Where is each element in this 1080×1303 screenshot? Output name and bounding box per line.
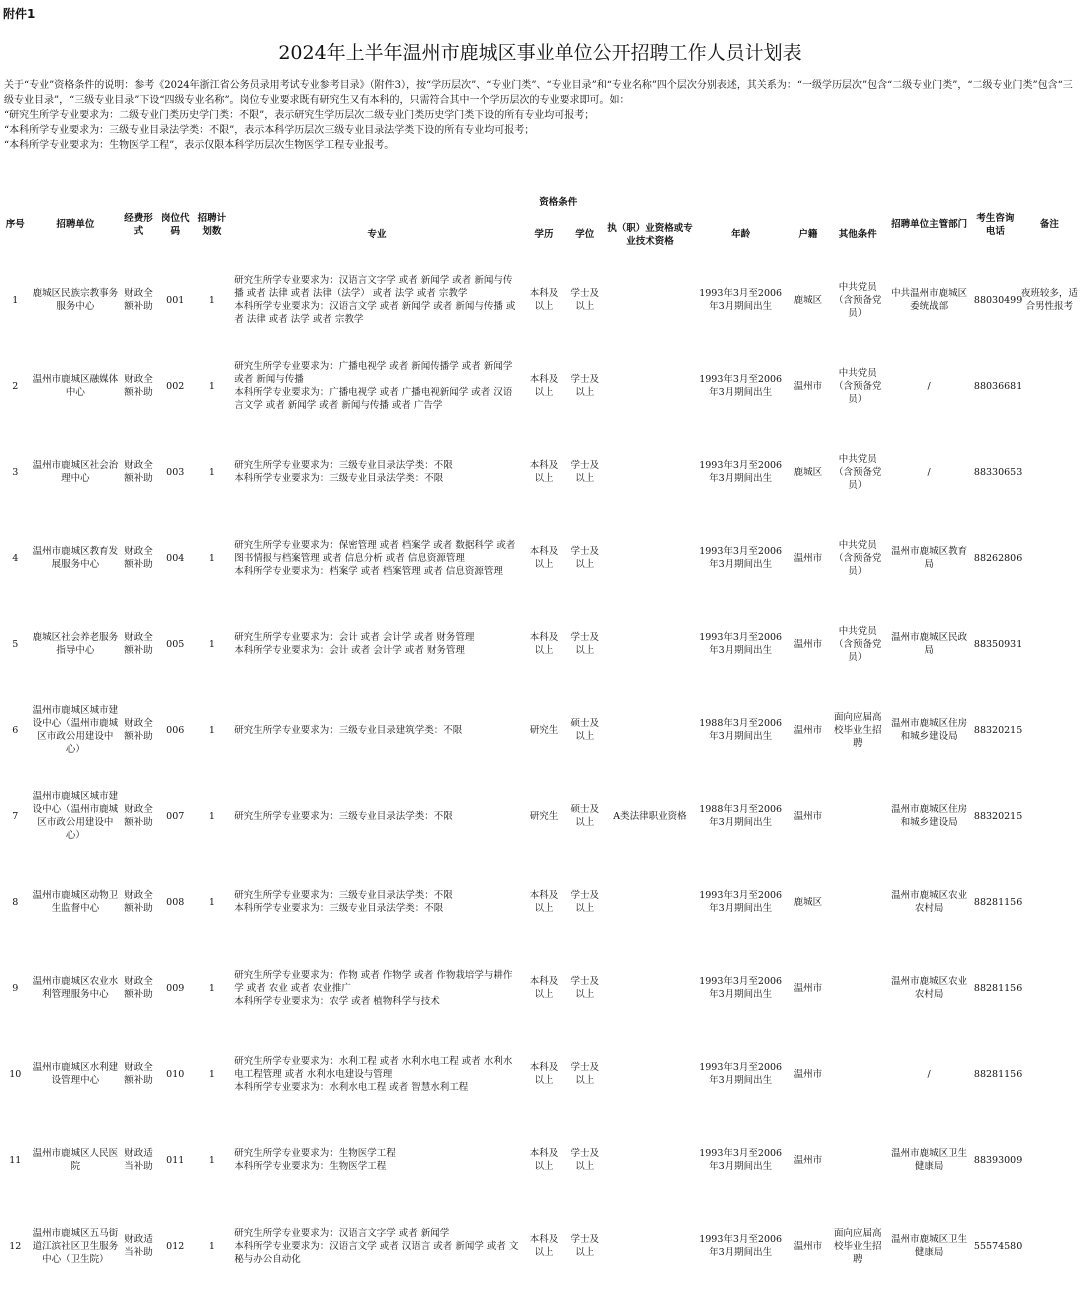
cell-qualification [605, 257, 695, 343]
cell-major: 研究生所学专业要求为：作物 或者 作物学 或者 作物栽培学与耕作学 或者 农业 或者 农业推广 本科所学专业要求为：农学 或者 植物科学与技术 [234, 969, 513, 1007]
table-row [0, 687, 1080, 773]
cell-education: 本科及以上 [529, 976, 559, 1000]
cell-unit: 温州市鹿城区社会治理中心 [32, 460, 119, 484]
table-row [0, 859, 1080, 945]
table-row [0, 1117, 1080, 1203]
cell-count: 1 [208, 724, 215, 736]
table-row [0, 343, 1080, 429]
cell-code: 003 [166, 466, 185, 478]
cell-qualification [605, 515, 695, 601]
cell-seq: 10 [9, 1068, 22, 1080]
cell-major: 研究生所学专业要求为：三级专业目录法学类：不限 本科所学专业要求为：三级专业目录法学类：不限 [234, 460, 453, 484]
header-funding: 经费形式 [124, 212, 153, 237]
cell-seq: 8 [12, 896, 19, 908]
cell-unit: 温州市鹿城区人民医院 [32, 1148, 119, 1172]
cell-other: 中共党员（含预备党员） [834, 367, 882, 405]
note-example: “本科所学专业要求为：生物医学工程”，表示仅限本科学历层次生物医学工程专业报考。 [4, 140, 395, 151]
cell-phone: 88036681 [973, 380, 1023, 392]
cell-remark [1019, 429, 1080, 515]
cell-other [829, 1117, 886, 1203]
cell-phone: 88320215 [973, 810, 1023, 822]
cell-remark [1019, 859, 1080, 945]
header-qualification: 执（职）业资格或专业技术资格 [607, 222, 693, 247]
cell-major: 研究生所学专业要求为：三级专业目录建筑学类：不限 [234, 724, 463, 736]
cell-code: 007 [166, 810, 185, 822]
cell-dept: 温州市鹿城区农业农村局 [891, 976, 968, 1000]
cell-other: 中共党员（含预备党员） [834, 453, 882, 491]
cell-degree: 学士及以上 [570, 288, 600, 312]
cell-residence: 鹿城区 [793, 466, 823, 478]
cell-age: 1988年3月至2006年3月期间出生 [699, 718, 783, 742]
cell-code: 008 [166, 896, 185, 908]
cell-count: 1 [208, 1154, 215, 1166]
cell-age: 1993年3月至2006年3月期间出生 [699, 632, 783, 656]
cell-residence: 鹿城区 [793, 294, 823, 306]
cell-age: 1993年3月至2006年3月期间出生 [699, 288, 783, 312]
cell-funding: 财政全额补助 [124, 632, 153, 656]
cell-age: 1993年3月至2006年3月期间出生 [699, 1062, 783, 1086]
cell-unit: 温州市鹿城区五马街道江滨社区卫生服务中心（卫生院） [32, 1227, 119, 1265]
cell-qualification [605, 1117, 695, 1203]
cell-count: 1 [208, 1068, 215, 1080]
table-row [0, 257, 1080, 343]
specialty-notes [4, 78, 1076, 153]
cell-major: 研究生所学专业要求为：三级专业目录法学类：不限 [234, 810, 453, 822]
cell-qualification [605, 343, 695, 429]
header-count: 招聘计划数 [197, 212, 227, 237]
cell-phone: 55574580 [973, 1240, 1023, 1252]
header-other: 其他条件 [838, 229, 877, 240]
cell-count: 1 [208, 380, 215, 392]
cell-remark: 夜班较多，适合男性报考 [1020, 288, 1078, 312]
cell-remark [1019, 601, 1080, 687]
recruitment-plan-table [0, 192, 1080, 1289]
cell-age: 1993年3月至2006年3月期间出生 [699, 374, 783, 398]
cell-residence: 温州市 [793, 1240, 823, 1252]
table-row [0, 773, 1080, 859]
cell-other [829, 1031, 886, 1117]
cell-dept: 温州市鹿城区农业农村局 [891, 890, 968, 914]
cell-residence: 温州市 [793, 1154, 823, 1166]
cell-dept: 温州市鹿城区教育局 [891, 546, 968, 570]
cell-phone: 88262806 [973, 552, 1023, 564]
cell-residence: 温州市 [793, 1068, 823, 1080]
cell-remark [1019, 945, 1080, 1031]
cell-qualification [605, 859, 695, 945]
cell-other: 中共党员（含预备党员） [834, 625, 882, 663]
cell-remark [1019, 1117, 1080, 1203]
cell-phone: 88350931 [973, 638, 1023, 650]
cell-other: 面向应届高校毕业生招聘 [834, 711, 882, 749]
cell-unit: 温州市鹿城区动物卫生监督中心 [32, 890, 119, 914]
cell-major: 研究生所学专业要求为：生物医学工程 本科所学专业要求为：生物医学工程 [234, 1148, 396, 1172]
cell-major: 研究生所学专业要求为：会计 或者 会计学 或者 财务管理 本科所学专业要求为：会计 或者 会计学 或者 财务管理 [234, 632, 475, 656]
cell-remark [1019, 343, 1080, 429]
cell-degree: 学士及以上 [570, 976, 600, 1000]
cell-funding: 财政全额补助 [124, 460, 153, 484]
cell-degree: 学士及以上 [570, 1234, 600, 1258]
cell-degree: 学士及以上 [570, 374, 600, 398]
table-row [0, 429, 1080, 515]
note-example: “研究生所学专业要求为：二级专业门类历史学门类：不限”，表示研究生学历层次二级专业门类历史学门类下设的所有专业均可报考； [4, 110, 595, 121]
cell-funding: 财政全额补助 [124, 718, 153, 742]
cell-qualification [605, 1203, 695, 1289]
cell-count: 1 [208, 294, 215, 306]
table-row [0, 515, 1080, 601]
cell-unit: 温州市鹿城区水利建设管理中心 [32, 1062, 119, 1086]
cell-funding: 财政适当补助 [124, 1148, 153, 1172]
cell-dept: / [927, 380, 931, 392]
cell-residence: 温州市 [793, 638, 823, 650]
cell-dept: 温州市鹿城区卫生健康局 [891, 1234, 968, 1258]
cell-remark [1019, 687, 1080, 773]
header-major: 专业 [367, 229, 387, 240]
cell-seq: 1 [12, 294, 19, 306]
table-row [0, 945, 1080, 1031]
cell-code: 009 [166, 982, 185, 994]
cell-unit: 鹿城区民族宗教事务服务中心 [32, 288, 119, 312]
cell-funding: 财政全额补助 [124, 374, 153, 398]
cell-dept: 中共温州市鹿城区委统战部 [891, 288, 968, 312]
cell-funding: 财政全额补助 [124, 546, 153, 570]
cell-degree: 学士及以上 [570, 1062, 600, 1086]
note-paragraph: 关于“专业”资格条件的说明：参考《2024年浙江省公务员录用考试专业参考目录》（附件3），按“学历层次”、“专业门类”、“专业目录”和“专业名称”四个层次分别表述，其关系为：“一级学历层次”包含“二级专业门类”，“二级专业门类”包含“三级专业目录”，“三级专业目录”下设“四级专业名称”。岗位专业要求既有研究生又有本科的，只需符合其中一个学历层次的专业要求即可。如： [4, 80, 1073, 106]
header-phone: 考生咨询电话 [976, 212, 1015, 237]
cell-dept: 温州市鹿城区住房和城乡建设局 [891, 718, 968, 742]
cell-dept: / [927, 1068, 931, 1080]
cell-other [829, 773, 886, 859]
cell-major: 研究生所学专业要求为：三级专业目录法学类：不限 本科所学专业要求为：三级专业目录法学类：不限 [234, 890, 453, 914]
cell-seq: 2 [12, 380, 19, 392]
cell-degree: 硕士及以上 [570, 804, 600, 828]
cell-residence: 温州市 [793, 810, 823, 822]
cell-remark [1019, 1203, 1080, 1289]
cell-code: 004 [166, 552, 185, 564]
cell-major: 研究生所学专业要求为：保密管理 或者 档案学 或者 数据科学 或者 图书情报与档案管理 或者 信息分析 或者 信息资源管理 本科所学专业要求为：档案学 或者 档案管理 或者 信息资源管理 [234, 539, 516, 577]
cell-education: 研究生 [529, 724, 559, 736]
cell-dept: / [927, 466, 931, 478]
cell-dept: 温州市鹿城区卫生健康局 [891, 1148, 968, 1172]
cell-age: 1993年3月至2006年3月期间出生 [699, 1234, 783, 1258]
cell-age: 1993年3月至2006年3月期间出生 [699, 976, 783, 1000]
cell-count: 1 [208, 896, 215, 908]
cell-qualification [605, 687, 695, 773]
header-age: 年龄 [731, 229, 751, 240]
cell-qualification [605, 1031, 695, 1117]
attachment-label: 附件1 [3, 7, 36, 21]
cell-code: 005 [166, 638, 185, 650]
cell-age: 1993年3月至2006年3月期间出生 [699, 460, 783, 484]
cell-residence: 温州市 [793, 552, 823, 564]
cell-unit: 温州市鹿城区城市建设中心（温州市鹿城区市政公用建设中心） [32, 791, 119, 841]
cell-funding: 财政全额补助 [124, 976, 153, 1000]
cell-code: 011 [166, 1154, 185, 1166]
cell-age: 1988年3月至2006年3月期间出生 [699, 804, 783, 828]
cell-residence: 温州市 [793, 982, 823, 994]
cell-residence: 温州市 [793, 380, 823, 392]
cell-education: 本科及以上 [529, 890, 559, 914]
table-row [0, 1031, 1080, 1117]
cell-seq: 11 [9, 1154, 22, 1166]
cell-seq: 5 [12, 638, 19, 650]
cell-count: 1 [208, 638, 215, 650]
cell-code: 002 [166, 380, 185, 392]
header-code: 岗位代码 [160, 212, 190, 237]
cell-phone: 88320215 [973, 724, 1023, 736]
cell-education: 本科及以上 [529, 1148, 559, 1172]
header-remark: 备注 [1039, 219, 1059, 230]
cell-count: 1 [208, 552, 215, 564]
cell-unit: 温州市鹿城区融媒体中心 [32, 374, 119, 398]
header-degree: 学位 [575, 229, 595, 240]
cell-major: 研究生所学专业要求为：水利工程 或者 水利水电工程 或者 水利水电工程管理 或者 水利水电建设与管理 本科所学专业要求为：水利水电工程 或者 智慧水利工程 [234, 1055, 513, 1093]
cell-age: 1993年3月至2006年3月期间出生 [699, 890, 783, 914]
cell-dept: 温州市鹿城区民政局 [891, 632, 968, 656]
cell-remark [1019, 773, 1080, 859]
cell-education: 本科及以上 [529, 1062, 559, 1086]
cell-remark [1019, 515, 1080, 601]
cell-count: 1 [208, 810, 215, 822]
cell-phone: 88281156 [973, 982, 1023, 994]
cell-funding: 财政全额补助 [124, 288, 153, 312]
cell-seq: 12 [9, 1240, 22, 1252]
cell-code: 001 [166, 294, 185, 306]
cell-phone: 88281156 [973, 1068, 1023, 1080]
table-row [0, 1203, 1080, 1289]
cell-degree: 学士及以上 [570, 632, 600, 656]
cell-unit: 温州市鹿城区农业水利管理服务中心 [32, 976, 119, 1000]
cell-other: 中共党员（含预备党员） [834, 539, 882, 577]
cell-remark [1019, 1031, 1080, 1117]
cell-count: 1 [208, 1240, 215, 1252]
cell-education: 本科及以上 [529, 374, 559, 398]
cell-age: 1993年3月至2006年3月期间出生 [699, 1148, 783, 1172]
cell-funding: 财政全额补助 [124, 1062, 153, 1086]
cell-education: 本科及以上 [529, 546, 559, 570]
cell-phone: 88281156 [973, 896, 1023, 908]
header-residence: 户籍 [798, 229, 818, 240]
cell-qualification [605, 945, 695, 1031]
note-example: “本科所学专业要求为：三级专业目录法学类：不限”，表示本科学历层次三级专业目录法学类下设的所有专业均可报考； [4, 125, 535, 136]
cell-degree: 学士及以上 [570, 1148, 600, 1172]
cell-education: 本科及以上 [529, 1234, 559, 1258]
cell-other: 面向应届高校毕业生招聘 [834, 1227, 882, 1265]
cell-unit: 鹿城区社会养老服务指导中心 [32, 632, 119, 656]
cell-major: 研究生所学专业要求为：广播电视学 或者 新闻传播学 或者 新闻学 或者 新闻与传播 本科所学专业要求为：广播电视学 或者 广播电视新闻学 或者 汉语言文学 或者 新闻学 或者 新闻与传播 或者 广告学 [234, 361, 513, 411]
cell-count: 1 [208, 466, 215, 478]
cell-degree: 学士及以上 [570, 546, 600, 570]
page-title: 2024年上半年温州市鹿城区事业单位公开招聘工作人员计划表 [278, 42, 802, 64]
cell-funding: 财政适当补助 [124, 1234, 153, 1258]
header-dept: 招聘单位主管部门 [891, 219, 968, 230]
cell-unit: 温州市鹿城区城市建设中心（温州市鹿城区市政公用建设中心） [32, 705, 119, 755]
header-seq: 序号 [5, 219, 25, 230]
cell-qualification [605, 601, 695, 687]
cell-other [829, 945, 886, 1031]
header-qualifications-group: 资格条件 [539, 196, 578, 208]
cell-seq: 3 [12, 466, 19, 478]
cell-education: 本科及以上 [529, 460, 559, 484]
cell-funding: 财政全额补助 [124, 804, 153, 828]
cell-seq: 6 [12, 724, 19, 736]
cell-qualification: A类法律职业资格 [613, 810, 687, 822]
cell-education: 本科及以上 [529, 288, 559, 312]
cell-degree: 学士及以上 [570, 460, 600, 484]
cell-code: 012 [166, 1240, 185, 1252]
cell-residence: 温州市 [793, 724, 823, 736]
cell-degree: 硕士及以上 [570, 718, 600, 742]
cell-degree: 学士及以上 [570, 890, 600, 914]
cell-age: 1993年3月至2006年3月期间出生 [699, 546, 783, 570]
cell-education: 本科及以上 [529, 632, 559, 656]
table-row [0, 601, 1080, 687]
header-unit: 招聘单位 [56, 219, 95, 230]
header-education: 学历 [534, 229, 554, 240]
cell-count: 1 [208, 982, 215, 994]
cell-other: 中共党员（含预备党员） [834, 281, 882, 319]
cell-code: 010 [166, 1068, 185, 1080]
cell-other [829, 859, 886, 945]
cell-residence: 鹿城区 [793, 896, 823, 908]
cell-code: 006 [166, 724, 185, 736]
cell-phone: 88030499 [973, 294, 1023, 306]
cell-seq: 9 [12, 982, 19, 994]
cell-dept: 温州市鹿城区住房和城乡建设局 [891, 804, 968, 828]
cell-seq: 7 [12, 810, 19, 822]
cell-phone: 88393009 [973, 1154, 1023, 1166]
cell-major: 研究生所学专业要求为：汉语言文字学 或者 新闻学 或者 新闻与传播 或者 法律 或者 法律（法学） 或者 法学 或者 宗教学 本科所学专业要求为：汉语言文学 或者 新闻学 或者 新闻与传播 或者 法律 或者 法学 或者 宗教学 [234, 275, 516, 325]
cell-education: 研究生 [529, 810, 559, 822]
cell-seq: 4 [12, 552, 19, 564]
cell-major: 研究生所学专业要求为：汉语言文字学 或者 新闻学 本科所学专业要求为：汉语言文学 或者 汉语言 或者 新闻学 或者 文秘与办公自动化 [234, 1227, 519, 1265]
cell-qualification [605, 429, 695, 515]
cell-funding: 财政全额补助 [124, 890, 153, 914]
cell-unit: 温州市鹿城区教育发展服务中心 [32, 546, 119, 570]
cell-phone: 88330653 [973, 466, 1023, 478]
